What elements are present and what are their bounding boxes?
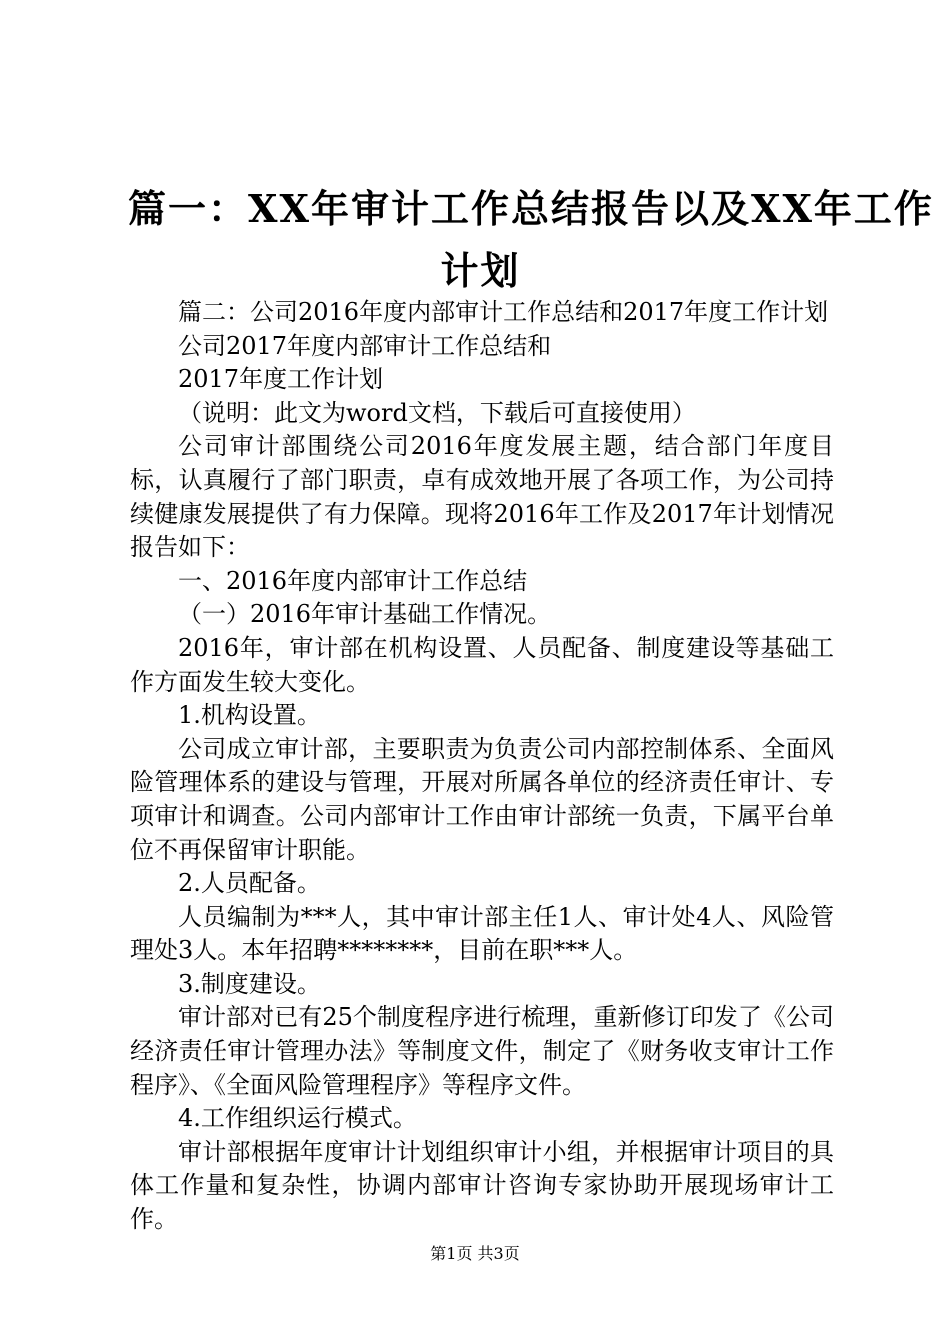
document-body [130,296,834,1237]
subsection-heading-1: （一）2016年审计基础工作情况。 [178,600,552,629]
paragraph-overview: 2016年，审计部在机构设置、人员配备、制度建设等基础工作方面发生较大变化。 [130,633,834,696]
item-heading-2: 2.人员配备。 [178,869,321,898]
page-footer: 第1页 共3页 [430,1244,520,1263]
paragraph-heading-line-1: 公司2017年度内部审计工作总结和 [178,331,552,360]
paragraph-rules: 审计部对已有25个制度程序进行梳理，重新修订印发了《公司经济责任审计管理办法》等制度文件，制定了《财务收支审计工作程序》、《全面风险管理程序》等程序文件。 [130,1003,834,1099]
document-title [128,178,934,302]
title-line-1: 篇一：XX年审计工作总结报告以及XX年工作 [128,186,934,231]
item-heading-1: 1.机构设置。 [178,701,321,730]
paragraph-org-setup: 公司成立审计部，主要职责为负责公司内部控制体系、全面风险管理体系的建设与管理，开展对所属各单位的经济责任审计、专项审计和调查。公司内部审计工作由审计部统一负责，下属平台单位不再保留审计职能。 [130,734,834,864]
title-line-2: 计划 [440,248,521,293]
paragraph-staffing: 人员编制为***人，其中审计部主任1人、审计处4人、风险管理处3人。本年招聘********，目前在职***人。 [130,902,834,965]
section-heading-1: 一、2016年度内部审计工作总结 [178,566,528,595]
item-heading-4: 4.工作组织运行模式。 [178,1104,417,1133]
item-heading-3: 3.制度建设。 [178,969,321,998]
paragraph-heading-line-2: 2017年度工作计划 [178,365,384,394]
paragraph-note: （说明：此文为word文档，下载后可直接使用） [178,398,696,427]
paragraph-operation-mode: 审计部根据年度审计计划组织审计小组，并根据审计项目的具体工作量和复杂性，协调内部审计咨询专家协助开展现场审计工作。 [130,1137,834,1234]
paragraph-intro: 公司审计部围绕公司2016年度发展主题，结合部门年度目标，认真履行了部门职责，卓有成效地开展了各项工作，为公司持续健康发展提供了有力保障。现将2016年工作及2017年计划情况报告如下： [130,432,834,562]
paragraph-subtitle: 篇二：公司2016年度内部审计工作总结和2017年度工作计划 [178,298,829,326]
